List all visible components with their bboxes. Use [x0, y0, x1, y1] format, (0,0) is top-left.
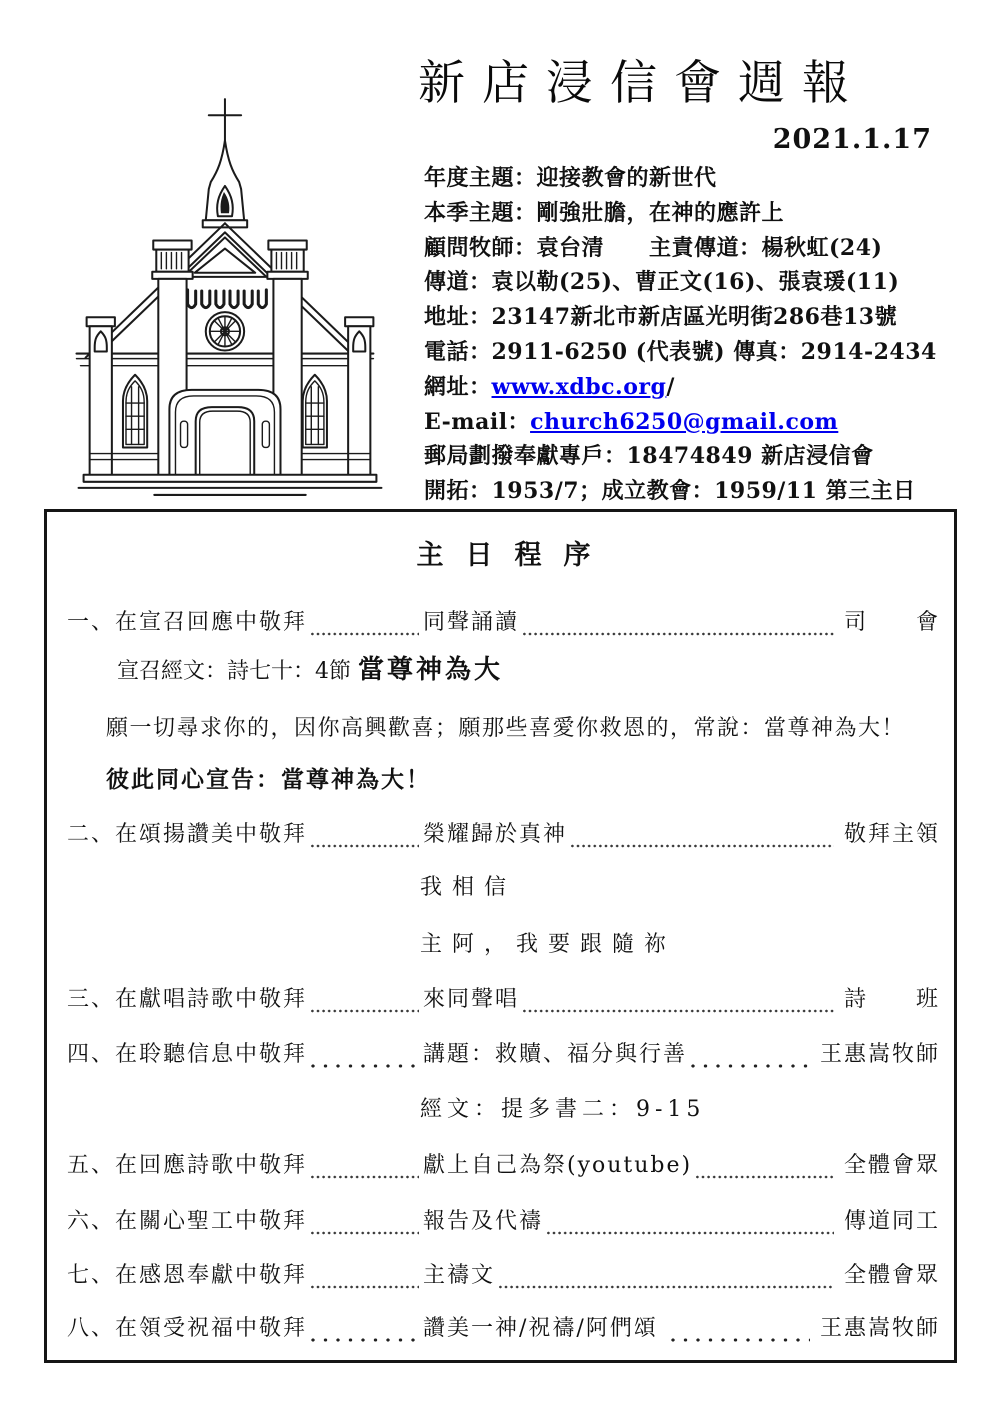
- dotted-leader: [307, 828, 423, 850]
- program-item: 獻上自己為祭(youtube): [423, 1153, 693, 1178]
- entrance-porch: [169, 390, 280, 477]
- sermon-scripture-line: 經文：提多書二：9-15: [420, 1097, 706, 1122]
- call-scripture-theme: 當尊神為大: [358, 655, 504, 685]
- page-title: 新店浸信會週報: [418, 56, 866, 111]
- dotted-leader: [307, 993, 423, 1015]
- dotted-leader: [495, 1269, 838, 1291]
- program-step-title: 二、在頌揚讚美中敬拜: [67, 822, 308, 847]
- base-steps: [79, 475, 382, 495]
- program-row: [67, 608, 940, 638]
- program-item: 報告及代禱: [423, 1209, 544, 1234]
- program-presenter: 王惠嵩牧師: [819, 1042, 940, 1067]
- church-info-block: [424, 161, 980, 509]
- program-step-title: 三、在獻唱詩歌中敬拜: [67, 987, 308, 1012]
- season-theme: 本季主題：剛強壯膽，在神的應許上: [424, 199, 785, 226]
- eave-band: [77, 354, 374, 366]
- program-item: 主禱文: [423, 1263, 496, 1288]
- program-row: [67, 1261, 940, 1291]
- program-step-title: 五、在回應詩歌中敬拜: [67, 1153, 308, 1178]
- left-pillar: [87, 317, 115, 476]
- corbel-frieze: [188, 290, 267, 308]
- dotted-leader: [307, 1322, 423, 1344]
- email-link[interactable]: church6250@gmail.com: [530, 408, 839, 435]
- phone-fax: 電話：2911-6250 (代表號) 傳真：2914-2434: [424, 338, 937, 365]
- program-step-title: 七、在感恩奉獻中敬拜: [67, 1263, 308, 1288]
- program-presenter: 敬拜主領: [843, 822, 940, 847]
- dotted-leader: [307, 616, 423, 638]
- program-item: 來同聲唱: [423, 987, 520, 1012]
- annual-theme: 年度主題：迎接教會的新世代: [424, 165, 717, 191]
- dotted-leader: [519, 616, 838, 638]
- program-row: [67, 1207, 940, 1237]
- website-suffix: /: [666, 373, 675, 400]
- call-scripture-prefix: 宣召經文：詩七十：4節: [117, 659, 358, 684]
- program-step-title: 四、在聆聽信息中敬拜: [67, 1042, 308, 1067]
- website-label: 網址：: [424, 373, 492, 400]
- call-scripture-line: [117, 655, 940, 687]
- hymn-title: 主阿，我要跟隨祢: [420, 932, 677, 957]
- call-verse-line: 願一切尋求你的，因你高興歡喜；願那些喜愛你救恩的，常說：當尊神為大！: [106, 716, 906, 741]
- postal-account: 郵局劃撥奉獻專戶：18474849 新店浸信會: [424, 443, 874, 470]
- program-item: 讚美一神/祝禱/阿們頌: [423, 1316, 667, 1341]
- advisor-pastor: 顧問牧師：袁台清 主責傳道：楊秋虹(24): [424, 234, 883, 261]
- program-item: 榮耀歸於真神: [423, 822, 568, 847]
- dotted-leader: [519, 993, 838, 1015]
- right-lancet-window: [303, 375, 327, 448]
- program-presenter: 傳道同工: [843, 1209, 940, 1234]
- steeple: [203, 141, 247, 228]
- rose-window: [206, 312, 244, 350]
- email-label: E-mail：: [424, 408, 531, 435]
- dotted-leader: [307, 1269, 423, 1291]
- website-link[interactable]: www.xdbc.org: [491, 373, 667, 400]
- program-row: [67, 1040, 940, 1070]
- program-row: [67, 1151, 940, 1181]
- program-step-title: 六、在關心聖工中敬拜: [67, 1209, 308, 1234]
- program-heading: 主日程序: [416, 540, 613, 571]
- program-row: [67, 820, 940, 850]
- dotted-leader: [667, 1322, 814, 1344]
- program-step-title: 八、在領受祝福中敬拜: [67, 1316, 308, 1341]
- address: 地址：23147新北市新店區光明街286巷13號: [424, 304, 898, 331]
- dotted-leader: [687, 1048, 814, 1070]
- dotted-leader: [692, 1159, 838, 1181]
- right-pillar: [345, 317, 373, 476]
- program-item: 講題：救贖、福分與行善: [423, 1042, 688, 1067]
- hymn-title: 我相信: [420, 875, 517, 900]
- dotted-leader: [307, 1159, 423, 1181]
- program-presenter: 全體會眾: [843, 1153, 940, 1178]
- program-presenter: 司 會: [843, 610, 940, 635]
- left-lancet-window: [123, 375, 147, 448]
- founded-line: 開拓：1953/7；成立教會：1959/11 第三主日: [424, 478, 916, 505]
- website-line: [424, 370, 980, 405]
- issue-date: 2021.1.17: [772, 124, 932, 155]
- program-row: [67, 1314, 940, 1344]
- program-row: [67, 985, 940, 1015]
- program-presenter: 王惠嵩牧師: [819, 1316, 940, 1341]
- email-line: [424, 405, 980, 440]
- dotted-leader: [567, 828, 838, 850]
- church-illustration: [58, 88, 402, 502]
- cross-icon: [209, 99, 241, 142]
- program-step-title: 一、在宣召回應中敬拜: [67, 610, 308, 635]
- declaration-line: 彼此同心宣告：當尊神為大！: [106, 766, 431, 793]
- program-item: 同聲誦讀: [423, 610, 520, 635]
- program-presenter: 全體會眾: [843, 1263, 940, 1288]
- dotted-leader: [307, 1048, 423, 1070]
- dotted-leader: [307, 1215, 423, 1237]
- program-presenter: 詩 班: [843, 987, 940, 1012]
- sunday-program-box: [44, 509, 957, 1363]
- ministers: 傳道：袁以勒(25)、曹正文(16)、張袁瑗(11): [424, 269, 900, 296]
- dotted-leader: [543, 1215, 838, 1237]
